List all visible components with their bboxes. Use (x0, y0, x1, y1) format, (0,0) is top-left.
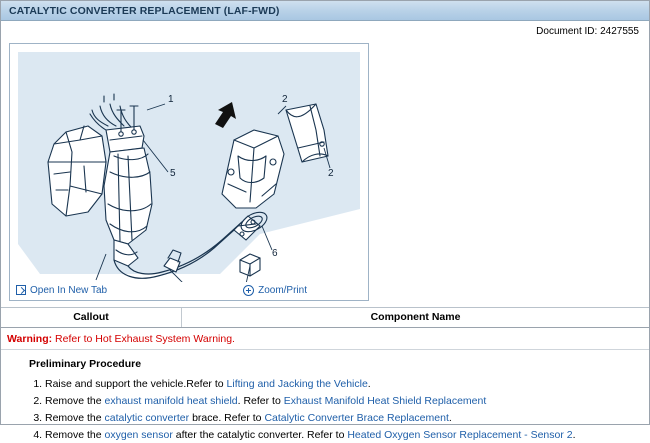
step-text: Raise and support the vehicle.Refer to (45, 378, 227, 390)
table-row (1, 328, 649, 350)
svg-text:1: 1 (168, 94, 174, 105)
figure-panel (9, 43, 369, 301)
column-header-callout: Callout (1, 308, 182, 328)
warning-cell (1, 328, 649, 350)
step-text: . (572, 429, 576, 441)
step-text: Remove the (45, 429, 105, 441)
warning-text: Refer to Hot Exhaust System Warning. (52, 333, 235, 345)
procedure-step (45, 393, 639, 409)
document-id-row (1, 21, 649, 41)
step-text: . (367, 378, 371, 390)
procedure-title: Preliminary Procedure (29, 358, 142, 370)
cross-reference-link[interactable]: Heated Oxygen Sensor Replacement - Sensor 2 (347, 429, 573, 441)
zoom-plus-icon (243, 285, 254, 296)
procedure-section (1, 350, 649, 443)
cross-reference-link[interactable]: Catalytic Converter Brace Replacement (264, 412, 449, 424)
figure-image[interactable] (10, 44, 368, 282)
open-in-new-tab-button[interactable] (16, 285, 107, 296)
warning-label: Warning: (7, 333, 53, 345)
page-title: CATALYTIC CONVERTER REPLACEMENT (LAF-FWD) (9, 4, 280, 17)
procedure-steps (19, 376, 639, 443)
step-text: brace. Refer to (189, 412, 265, 424)
step-text: Remove the (45, 395, 105, 407)
procedure-step (45, 376, 639, 392)
zoom-print-button[interactable] (243, 285, 307, 296)
svg-text:5: 5 (170, 168, 176, 179)
cross-reference-link[interactable]: Exhaust Manifold Heat Shield Replacement (283, 395, 487, 407)
step-text: after the catalytic converter. Refer to (172, 429, 348, 441)
open-in-new-tab-label: Open In New Tab (30, 284, 108, 296)
step-text: . (448, 412, 452, 424)
window-title-bar (1, 1, 649, 21)
step-text: . Refer to (237, 395, 284, 407)
svg-text:2: 2 (328, 168, 334, 179)
zoom-print-label: Zoom/Print (258, 284, 307, 296)
external-link-icon (16, 285, 26, 295)
cross-reference-link[interactable]: Lifting and Jacking the Vehicle (226, 378, 368, 390)
table-header-row (1, 308, 649, 328)
column-header-component-name: Component Name (182, 308, 650, 328)
callout-table (1, 308, 649, 350)
procedure-step (45, 410, 639, 426)
document-id: Document ID: 2427555 (536, 25, 639, 37)
procedure-step (45, 427, 639, 443)
step-text: Remove the (45, 412, 105, 424)
cross-reference-link[interactable]: catalytic converter (104, 412, 190, 424)
figure-toolbar (10, 280, 368, 300)
svg-text:2: 2 (282, 94, 288, 105)
cross-reference-link[interactable]: exhaust manifold heat shield (104, 395, 238, 407)
svg-text:6: 6 (272, 248, 278, 259)
cross-reference-link[interactable]: oxygen sensor (104, 429, 173, 441)
